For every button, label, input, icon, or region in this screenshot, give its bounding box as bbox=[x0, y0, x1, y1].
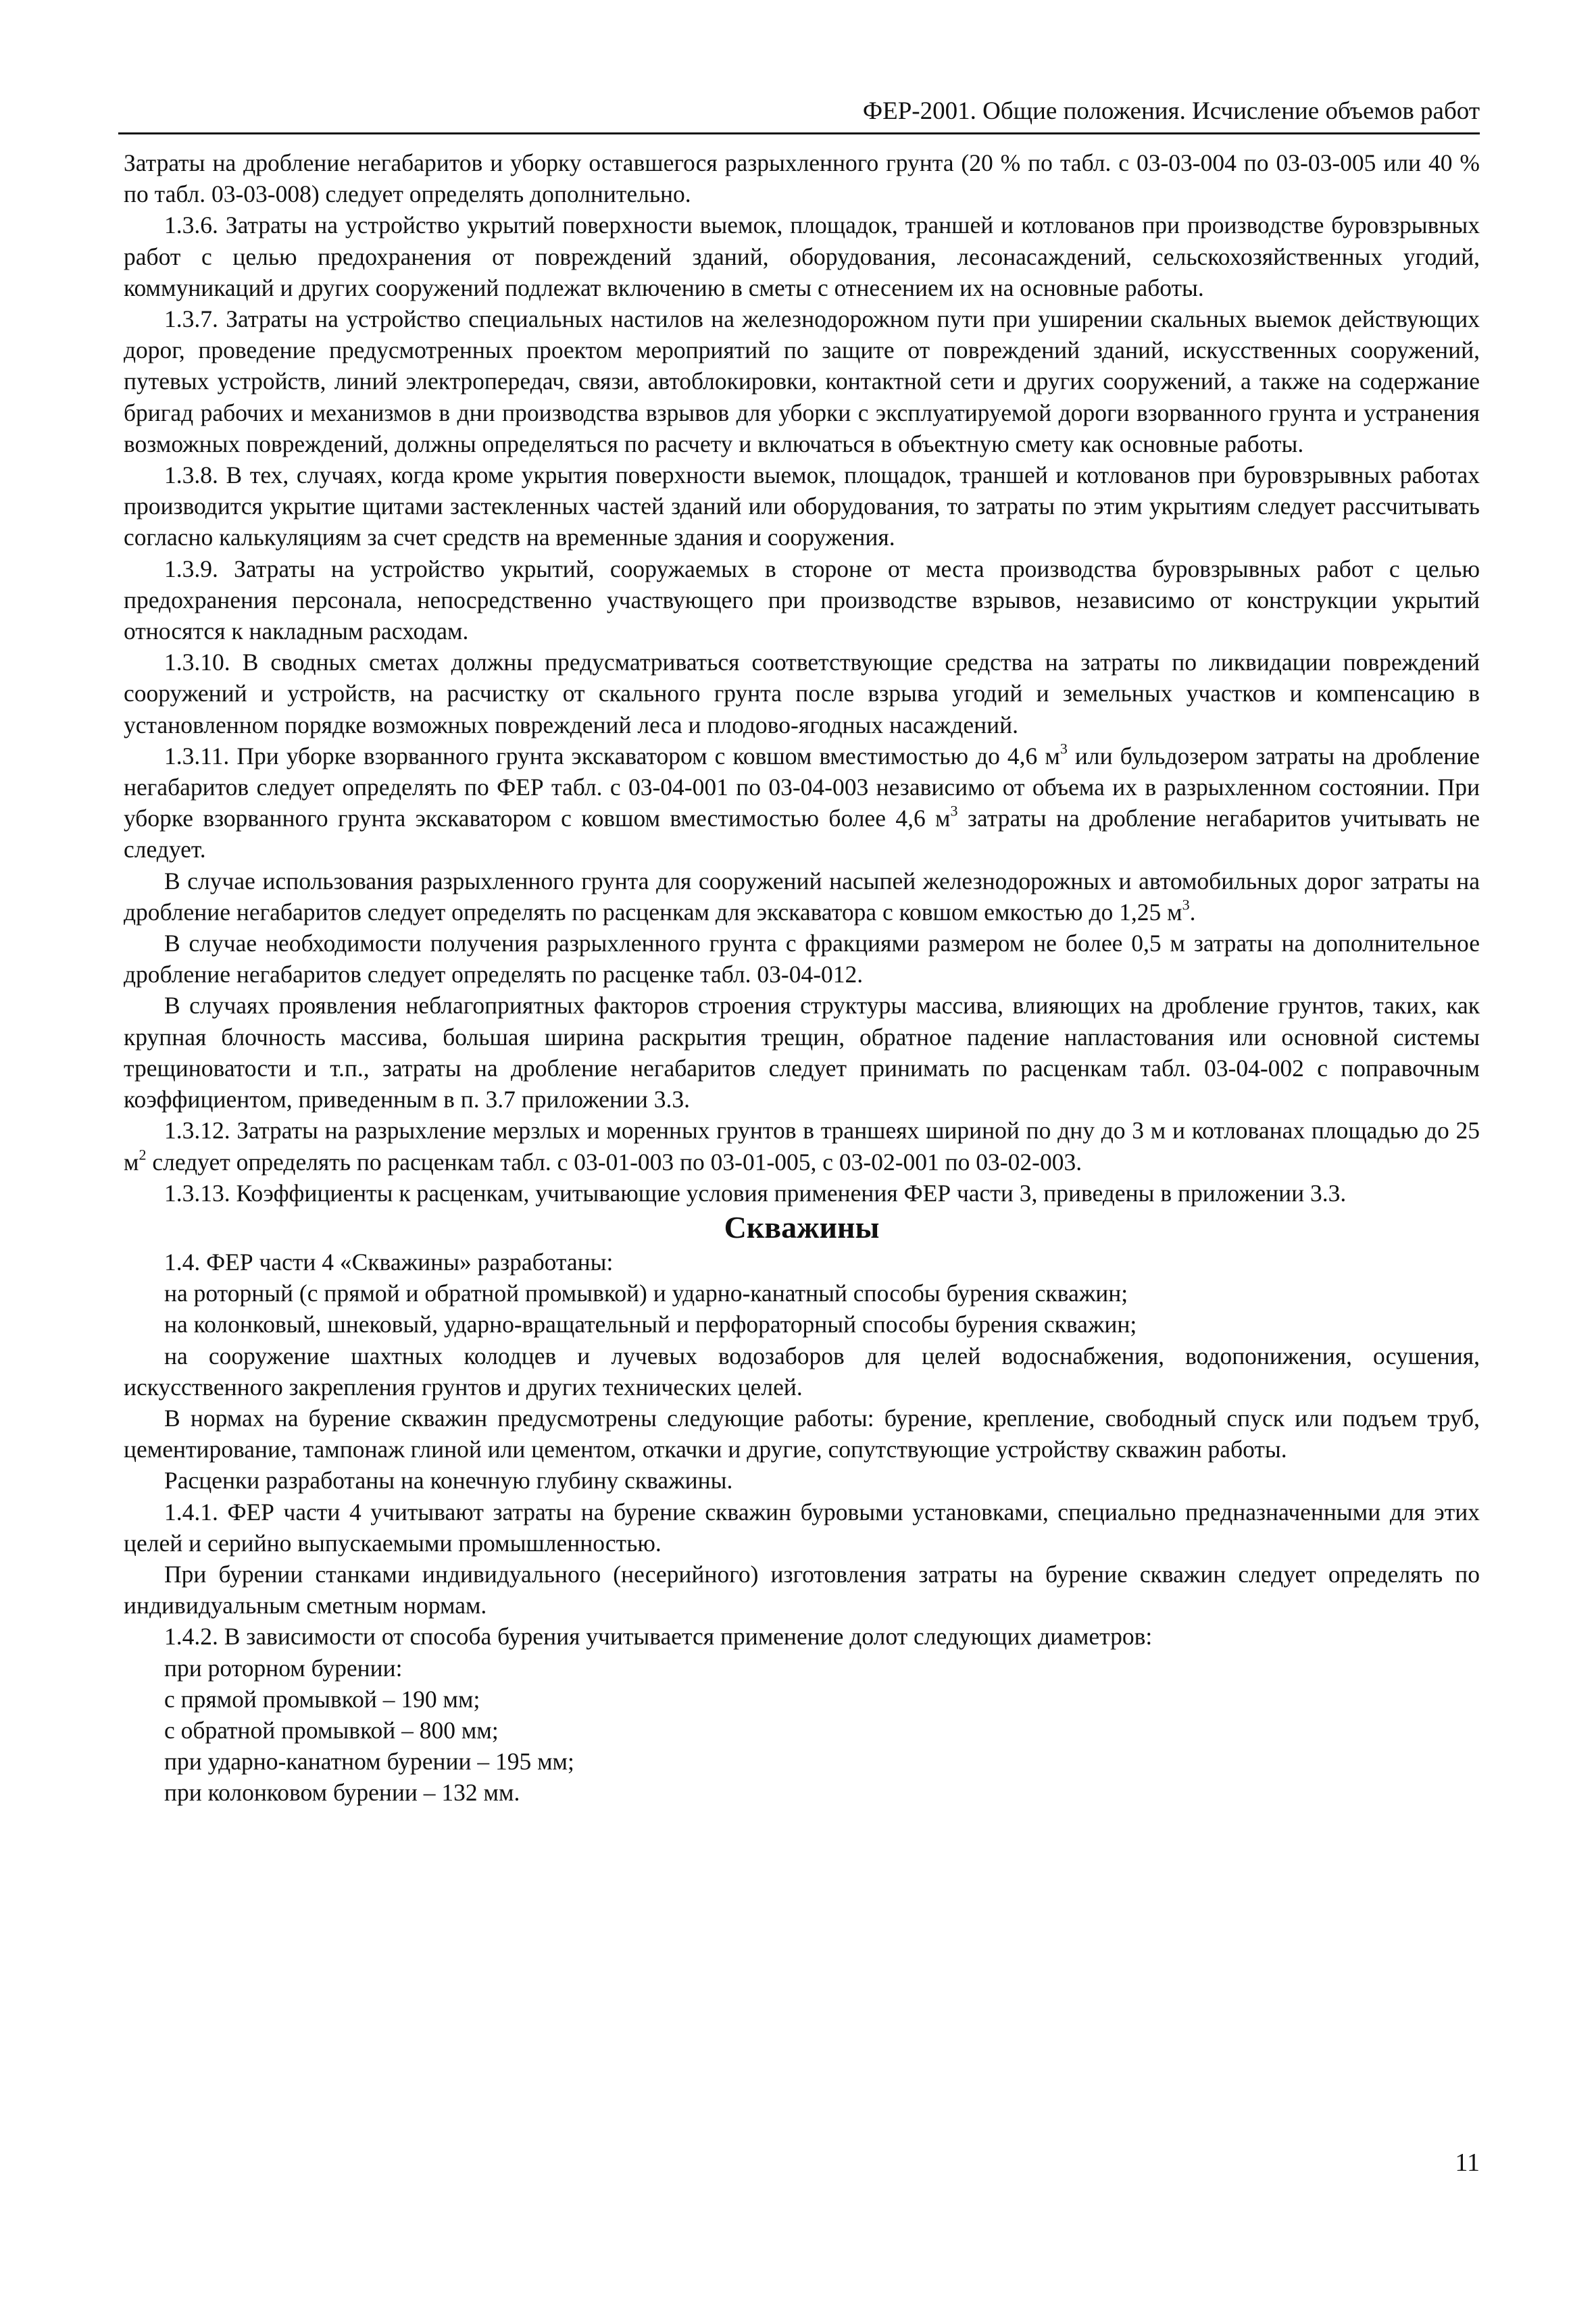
paragraph-norms-works: В нормах на бурение скважин предусмотрены следующие работы: бурение, крепление, свободный спуск или подъем труб, цементирование, тампонаж глиной или цементом, откачки и другие, сопутствующие устройству скважин работы. bbox=[124, 1404, 1480, 1463]
paragraph-case-part-a: В случае использования разрыхленного грунта для сооружений насыпей железнодорожных и автомобильных дорог затраты на дробление негабаритов следует определять по расценкам для экскаватора с ковшом емкостью до 1,25 м bbox=[124, 867, 1480, 926]
superscript-cubic: 3 bbox=[1182, 896, 1190, 913]
list-item-rotary: на роторный (с прямой и обратной промывкой) и ударно-канатный способы бурения скважин; bbox=[164, 1280, 1128, 1307]
list-item-reverse-flush: с обратной промывкой – 800 мм; bbox=[164, 1716, 499, 1744]
list-item-cable-tool: при ударно-канатном бурении – 195 мм; bbox=[164, 1748, 574, 1776]
list-item-core: на колонковый, шнековый, ударно-вращательный и перфораторный способы бурения скважин; bbox=[164, 1311, 1137, 1338]
section-title: Скважины bbox=[724, 1209, 880, 1244]
list-item-rotary-drilling: при роторном бурении: bbox=[164, 1654, 403, 1682]
paragraph-1-3-11 bbox=[124, 740, 1480, 865]
superscript-cubic: 3 bbox=[1059, 740, 1068, 757]
paragraph-individual-norms: При бурении станками индивидуального (несерийного) изготовления затраты на бурение скважин следует определять по индивидуальным сметным нормам. bbox=[124, 1560, 1480, 1619]
page-header: ФЕР-2001. Общие положения. Исчисление объемов работ bbox=[862, 97, 1480, 125]
paragraph-1-3-7: 1.3.7. Затраты на устройство специальных настилов на железнодорожном пути при уширении скальных выемок действующих дорог, проведение предусмотренных проектом мероприятий по защите от повреждений зданий, искусственных сооружений, путевых устройств, линий электропередач, связи, автоблокировки, контактной сети и других сооружений, а также на содержание бригад рабочих и механизмов в дни производства взрывов для уборки с эксплуатируемой дороги взорванного грунта и устранения возможных повреждений, должны определяться по расчету и включаться в объектную смету как основные работы. bbox=[124, 305, 1480, 457]
page-number: 11 bbox=[1455, 2148, 1480, 2177]
paragraph-fraction-size: В случае необходимости получения разрыхленного грунта с фракциями размером не более 0,5 м затраты на дополнительное дробление негабаритов следует определять по расценке табл. 03-04-012. bbox=[124, 930, 1480, 988]
paragraph-1-3-12-part-b: следует определять по расценкам табл. с 03-01-003 по 03-01-005, с 03-02-001 по 03-02-003. bbox=[146, 1148, 1082, 1176]
list-item-core-drilling: при колонковом бурении – 132 мм. bbox=[164, 1779, 520, 1807]
paragraph-1-3-10: 1.3.10. В сводных сметах должны предусматриваться соответствующие средства на затраты по ликвидации повреждений сооружений и устройств, на расчистку от скального грунта после взрыва угодий и земельных участков и компенсацию в установленном порядке возможных повреждений леса и плодово-ягодных насаждений. bbox=[124, 649, 1480, 738]
header-rule bbox=[118, 132, 1480, 134]
superscript-square: 2 bbox=[139, 1146, 147, 1163]
paragraph-final-depth: Расценки разработаны на конечную глубину скважины. bbox=[164, 1467, 733, 1494]
paragraph-1-3-11-part-b: или бульдозером затраты на дробление негабаритов следует определять по ФЕР табл. с 03-04-001 по 03-04-003 независимо от объема их в разрыхленном состоянии. При уборке взорванного грунта экскаватором с ковшом вместимостью более 4,6 м bbox=[124, 742, 1480, 832]
paragraph-1-3-9: 1.3.9. Затраты на устройство укрытий, сооружаемых в стороне от места производства буровзрывных работ с целью предохранения персонала, непосредственно участвующего при производстве взрывов, независимо от конструкции укрытий относятся к накладным расходам. bbox=[124, 555, 1480, 645]
paragraph-1-4-2: 1.4.2. В зависимости от способа бурения учитывается применение долот следующих диаметров: bbox=[164, 1623, 1153, 1651]
list-item-shafts: на сооружение шахтных колодцев и лучевых водозаборов для целей водоснабжения, водопонижения, осушения, искусственного закрепления грунтов и других технических целей. bbox=[124, 1342, 1480, 1401]
list-item-direct-flush: с прямой промывкой – 190 мм; bbox=[164, 1685, 480, 1713]
paragraph-1-4: 1.4. ФЕР части 4 «Скважины» разработаны: bbox=[164, 1248, 614, 1276]
paragraph-1-3-6: 1.3.6. Затраты на устройство укрытий поверхности выемок, площадок, траншей и котлованов при производстве буровзрывных работ с целью предохранения от повреждений зданий, оборудования, лесонасаждений, сельскохозяйственных угодий, коммуникаций и других сооружений подлежат включению в сметы с отнесением их на основные работы. bbox=[124, 211, 1480, 301]
paragraph-unfavorable-factors: В случаях проявления неблагоприятных факторов строения структуры массива, влияющих на дробление грунтов, таких, как крупная блочность массива, большая ширина раскрытия трещин, обратное падение напластования или основной системы трещиноватости и т.п., затраты на дробление негабаритов следует принимать по расценкам табл. 03-04-002 с поправочным коэффициентом, приведенным в п. 3.7 приложении 3.3. bbox=[124, 992, 1480, 1113]
paragraph-top-0: Затраты на дробление негабаритов и уборку оставшегося разрыхленного грунта (20 % по табл. с 03-03-004 по 03-03-005 или 40 % по табл. 03-03-008) следует определять дополнительно. bbox=[124, 149, 1480, 208]
paragraph-1-3-12-part-a: 1.3.12. Затраты на разрыхление мерзлых и моренных грунтов в траншеях шириной по дну до 3 м и котлованах площадью до 25 м bbox=[124, 1117, 1480, 1176]
paragraph-case-part-b: . bbox=[1189, 898, 1196, 926]
paragraph-1-3-8: 1.3.8. В тех, случаях, когда кроме укрытия поверхности выемок, площадок, траншей и котлованов при буровзрывных работах производится укрытие щитами застекленных частей зданий или оборудования, то затраты по этим укрытиям следует рассчитывать согласно калькуляциям за счет средств на временные здания и сооружения. bbox=[124, 461, 1480, 551]
paragraph-1-4-1: 1.4.1. ФЕР части 4 учитывают затраты на бурение скважин буровыми установками, специально предназначенными для этих целей и серийно выпускаемыми промышленностью. bbox=[124, 1498, 1480, 1557]
paragraph-1-3-12 bbox=[124, 1115, 1480, 1177]
superscript-cubic: 3 bbox=[950, 802, 958, 820]
paragraph-case-loosened-soil bbox=[124, 865, 1480, 928]
paragraph-1-3-13: 1.3.13. Коэффициенты к расценкам, учитывающие условия применения ФЕР части 3, приведены в приложении 3.3. bbox=[164, 1179, 1347, 1207]
document-body bbox=[124, 147, 1480, 1809]
paragraph-1-3-11-part-a: 1.3.11. При уборке взорванного грунта экскаватором с ковшом вместимостью до 4,6 м bbox=[164, 742, 1060, 770]
paragraph-1-3-11-part-c: затраты на дробление негабаритов учитывать не следует. bbox=[124, 805, 1480, 863]
